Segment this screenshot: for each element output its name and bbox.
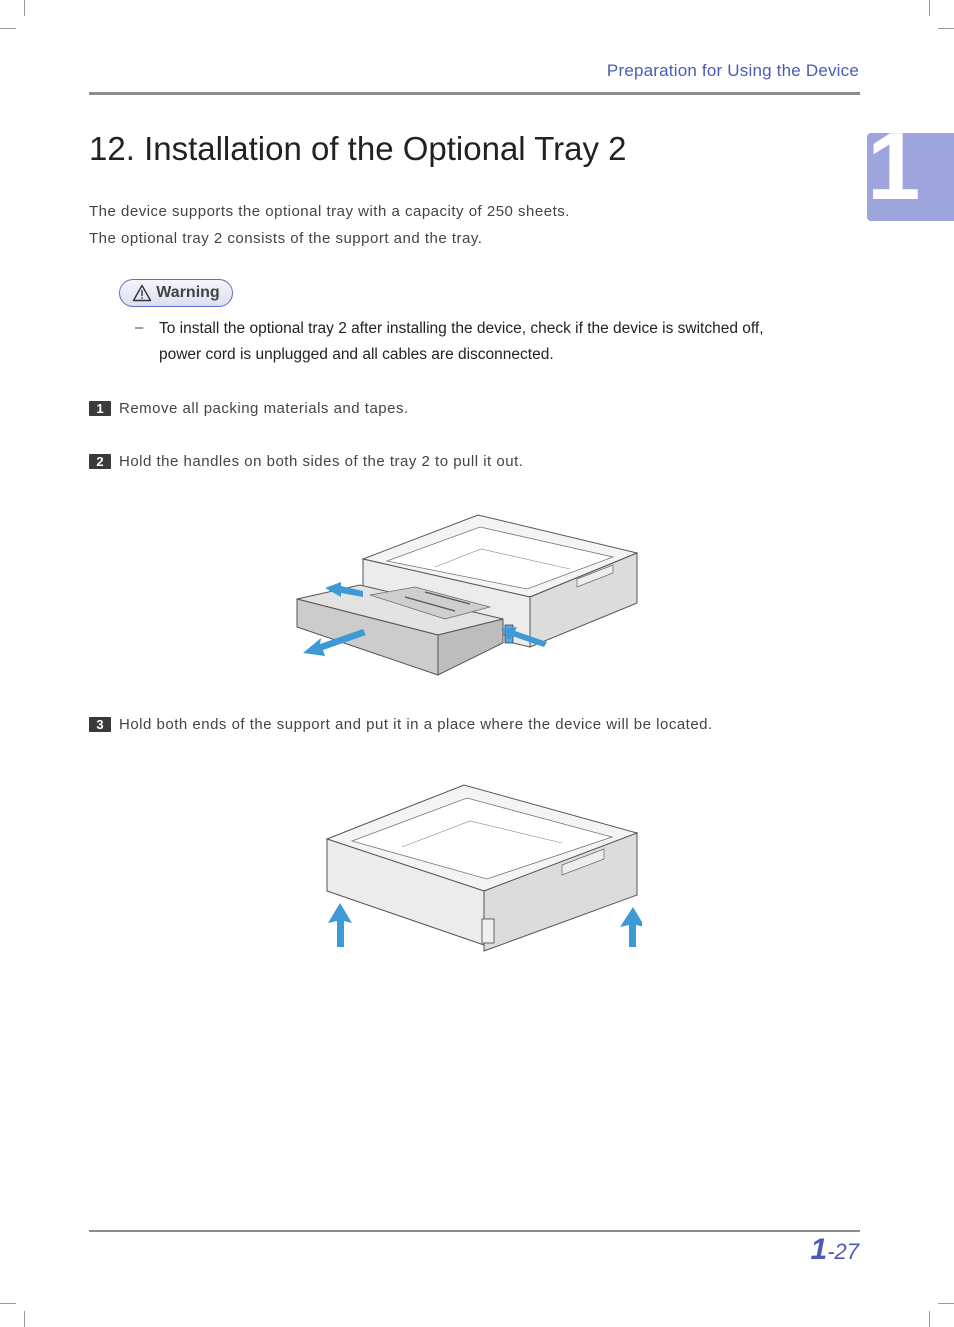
chapter-tab (867, 133, 954, 221)
header-rule (89, 92, 860, 95)
step-number-1: 1 (89, 401, 111, 416)
title-dot: . (125, 130, 135, 167)
intro-line-1: The device supports the optional tray with a capacity of 250 sheets. (89, 203, 570, 220)
warning-label: Warning (156, 284, 220, 301)
step-number-2: 2 (89, 454, 111, 469)
page-index: -27 (827, 1239, 859, 1264)
support-lift-figure (322, 783, 642, 953)
chapter-tab-label: 1 (867, 133, 921, 220)
title-text: Installation of the Optional Tray 2 (144, 130, 627, 167)
intro-line-2: The optional tray 2 consists of the support and the tray. (89, 230, 483, 247)
page-number (811, 1233, 859, 1267)
page-chapter: 1 (810, 1233, 828, 1266)
page-title (89, 130, 627, 168)
lift-arrow-left-icon (328, 903, 352, 947)
warning-dash: – (135, 319, 144, 336)
tray-pull-out-figure (295, 507, 638, 677)
warning-text-line-2: power cord is unplugged and all cables are disconnected. (159, 346, 554, 363)
step-text-1: Remove all packing materials and tapes. (119, 400, 409, 417)
title-number: 12 (89, 130, 126, 167)
step-text-2: Hold the handles on both sides of the tray 2 to pull it out. (119, 453, 524, 470)
step-text-3: Hold both ends of the support and put it in a place where the device will be located. (119, 716, 713, 733)
warning-badge (119, 279, 233, 307)
step-number-3: 3 (89, 717, 111, 732)
footer-rule (89, 1230, 860, 1232)
lift-arrow-right-icon (620, 907, 642, 947)
warning-text-line-1: To install the optional tray 2 after installing the device, check if the device is switched off, (159, 320, 764, 337)
running-header: Preparation for Using the Device (606, 61, 859, 80)
warning-triangle-icon (132, 284, 152, 302)
